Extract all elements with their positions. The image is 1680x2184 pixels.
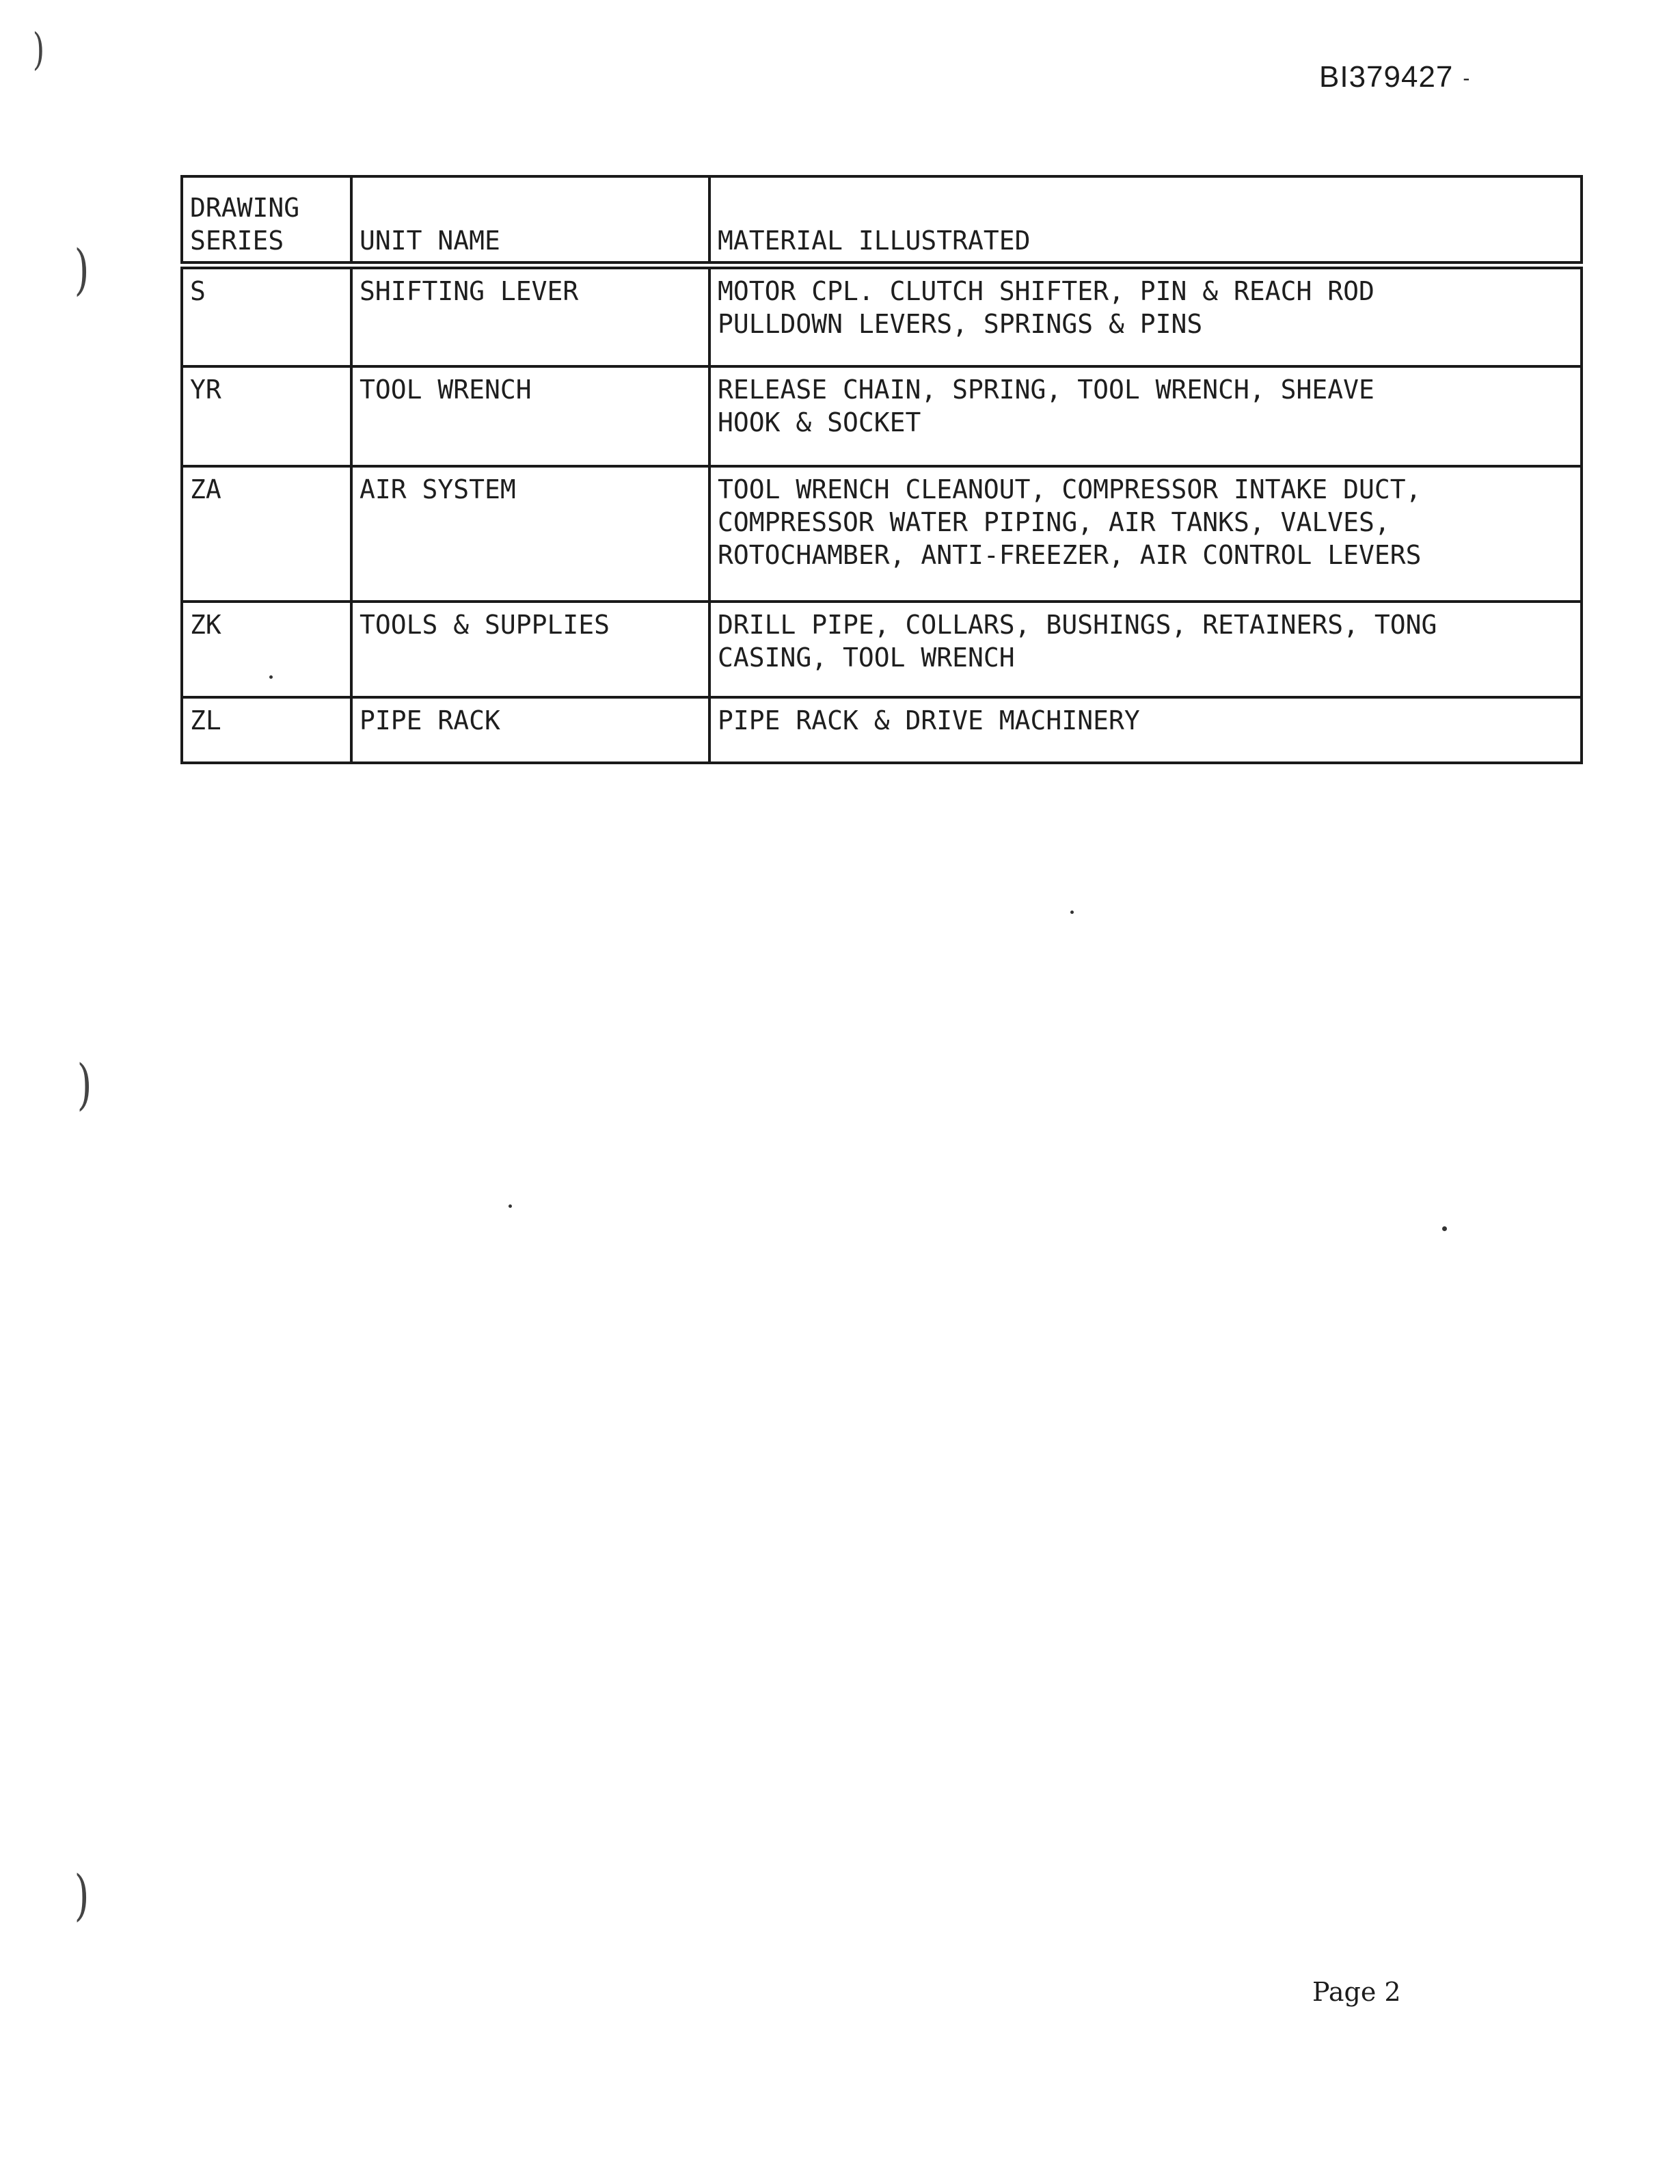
- scan-speck: [509, 1204, 512, 1208]
- header-material-illustrated: MATERIAL ILLUSTRATED: [709, 176, 1582, 265]
- scan-speck: [1442, 1226, 1447, 1231]
- cell-unit-name: PIPE RACK: [351, 697, 709, 763]
- drawing-series-table-container: [180, 175, 1580, 764]
- drawing-series-table: [180, 175, 1583, 764]
- table-row: [182, 265, 1582, 366]
- table-row: [182, 366, 1582, 466]
- table-row: [182, 602, 1582, 697]
- document-id-mark: -: [1463, 67, 1471, 90]
- header-unit-name: UNIT NAME: [351, 176, 709, 265]
- scan-speck: [1070, 911, 1074, 914]
- cell-unit-name: SHIFTING LEVER: [351, 265, 709, 366]
- punch-mark: ): [74, 1863, 90, 1927]
- cell-material: PIPE RACK & DRIVE MACHINERY: [709, 697, 1582, 763]
- cell-unit-name: AIR SYSTEM: [351, 466, 709, 602]
- cell-series: S: [182, 265, 351, 366]
- cell-unit-name: TOOLS & SUPPLIES: [351, 602, 709, 697]
- cell-unit-name: TOOL WRENCH: [351, 366, 709, 466]
- table-row: [182, 466, 1582, 602]
- cell-material: DRILL PIPE, COLLARS, BUSHINGS, RETAINERS, TONG CASING, TOOL WRENCH: [709, 602, 1582, 697]
- punch-mark: ): [74, 238, 90, 301]
- page-number: Page 2: [1312, 1977, 1401, 2007]
- document-id: [1319, 60, 1470, 94]
- header-drawing-series: DRAWING SERIES: [182, 176, 351, 265]
- table-header-row: [182, 176, 1582, 265]
- cell-series: ZL: [182, 697, 351, 763]
- cell-material: RELEASE CHAIN, SPRING, TOOL WRENCH, SHEAVE HOOK & SOCKET: [709, 366, 1582, 466]
- cell-series: ZK: [182, 602, 351, 697]
- cell-series: ZA: [182, 466, 351, 602]
- cell-material: MOTOR CPL. CLUTCH SHIFTER, PIN & REACH ROD PULLDOWN LEVERS, SPRINGS & PINS: [709, 265, 1582, 366]
- cell-material: TOOL WRENCH CLEANOUT, COMPRESSOR INTAKE DUCT, COMPRESSOR WATER PIPING, AIR TANKS, VALVES, ROTOCHAMBER, ANTI-FREEZER, AIR CONTROL LEVERS: [709, 466, 1582, 602]
- document-id-text: BI379427: [1319, 60, 1454, 94]
- cell-series: YR: [182, 366, 351, 466]
- table-row: [182, 697, 1582, 763]
- punch-mark: ): [32, 25, 45, 75]
- punch-mark: ): [77, 1053, 92, 1116]
